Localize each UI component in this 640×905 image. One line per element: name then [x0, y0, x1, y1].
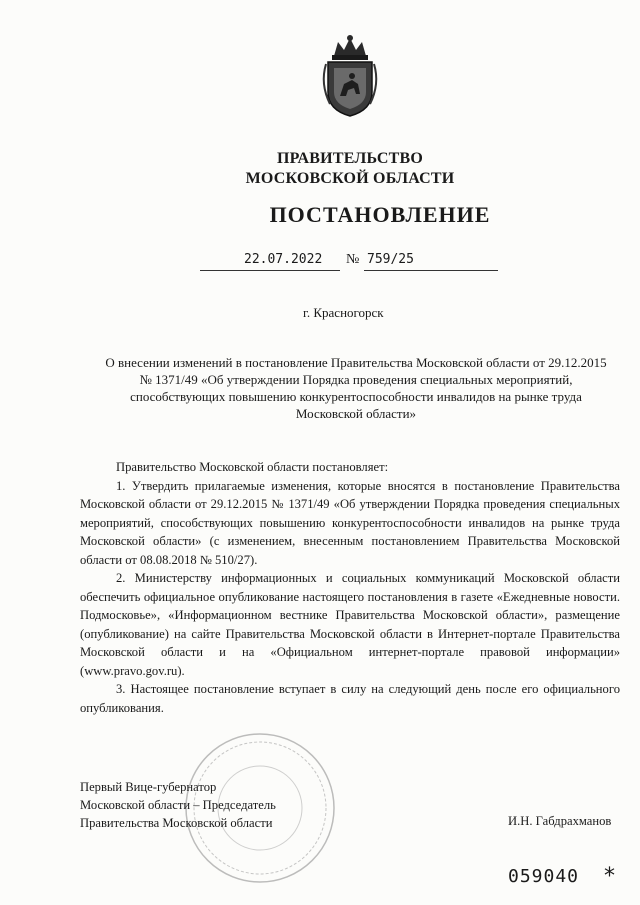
government-name [0, 149, 640, 189]
number-sign: № [346, 252, 360, 267]
paragraph-3: 3. Настоящее постановление вступает в силу на следующий день после его официального опубликования. [80, 682, 620, 715]
coat-of-arms-icon [318, 34, 382, 118]
subject-line-3: способствующих повышению конкурентоспособности инвалидов на рынке труда [130, 389, 582, 404]
subject-line-1: О внесении изменений в постановление Правительства Московской области от 29.12.2015 [105, 355, 607, 370]
signatory-title [80, 778, 276, 832]
signatory-line-3: Правительства Московской области [80, 816, 273, 830]
paragraph-2: 2. Министерству информационных и социальных коммуникаций Московской области обеспечить официальное опубликование настоящего постановления в газете «Ежедневные новости. Подмосковье», «Информационном вестнике Правительства Московской области», размещение (опубликование) на сайте Правительства Московской области в Интернет-портале Правительства Московской области и на «Официальном интернет-портале правовой информации» (www.pravo.gov.ru). [80, 571, 620, 678]
document-date: 22.07.2022 [244, 252, 323, 267]
serial-number: 059040 [508, 866, 580, 887]
signatory-name: И.Н. Габдрахманов [508, 814, 612, 828]
body-intro: Правительство Московской области постановляет: [116, 460, 389, 474]
document-type-title: ПОСТАНОВЛЕНИЕ [269, 202, 491, 227]
subject-line-2: № 1371/49 «Об утверждении Порядка проведения специальных мероприятий, [139, 372, 573, 387]
number-underline [364, 270, 498, 271]
gov-line-1: ПРАВИТЕЛЬСТВО [276, 150, 424, 167]
gov-line-2: МОСКОВСКОЙ ОБЛАСТИ [245, 170, 455, 187]
city-line: г. Красногорск [303, 305, 384, 320]
date-underline [200, 270, 340, 271]
document-number: 759/25 [367, 252, 414, 267]
document-subject [92, 354, 620, 422]
signatory-line-2: Московской области – Председатель [80, 798, 276, 812]
serial-star-mark: * [604, 864, 615, 889]
subject-line-4: Московской области» [295, 406, 417, 421]
paragraph-1: 1. Утвердить прилагаемые изменения, которые вносятся в постановление Правительства Московской области от 29.12.2015 № 1371/49 «Об утверждении Порядка проведения специальных мероприятий, способствующих повышению конкурентоспособности инвалидов на рынке труда Московской области» (с изменением, внесенным постановлением Правительства Московской области от 08.08.2018 № 510/27). [80, 478, 620, 567]
document-body [80, 458, 620, 717]
signatory-line-1: Первый Вице-губернатор [80, 780, 217, 794]
